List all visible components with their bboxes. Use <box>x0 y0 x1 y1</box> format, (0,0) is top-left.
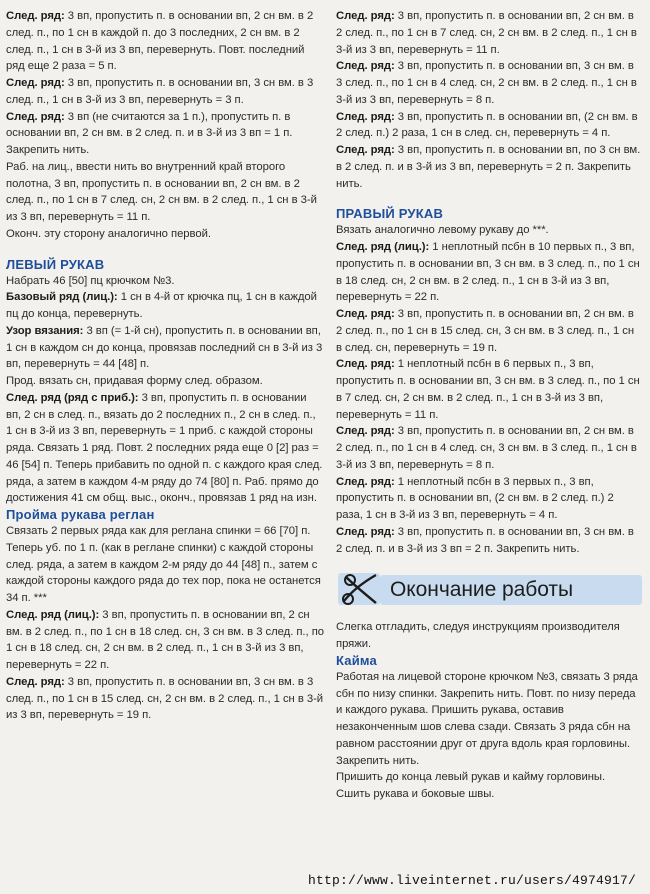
paragraph: Оконч. эту сторону аналогично первой. <box>6 227 211 240</box>
row-label: Узор вязания: <box>6 324 84 337</box>
section-heading-raglan: Пройма рукава реглан <box>6 507 155 522</box>
paragraph <box>336 423 642 473</box>
paragraph <box>6 8 324 75</box>
paragraph: Слегка отгладить, следуя инструкциям производителя пряжи. <box>336 621 620 650</box>
paragraph: Связать 2 первых ряда как для реглана спинки = 66 [70] п. <box>6 525 311 537</box>
paragraph <box>6 75 324 109</box>
row-text: 3 вп, пропустить п. в основании вп, 2 сн вм. в 2 след. п., по 1 сн в 15 след. сн, 3 сн вм. в 3 след. п., 1 сн в след. сн, перевернуть = 19 п. <box>336 308 635 354</box>
row-label: След. ряд: <box>6 675 65 688</box>
paragraph <box>6 607 324 674</box>
row-text: 3 вп (не считаются за 1 п.), пропустить п. в основании вп, 2 сн вм. в 2 след. п. и в 3-й из 3 вп = 1 п. Закрепить нить. <box>6 110 293 156</box>
row-text: 3 вп, пропустить п. в основании вп, 2 сн вм. в 2 след. п., по 1 сн в каждой п. до 3 последних, 2 сн вм. в 2 след. п., 1 сн в 3-й из 3 вп, перевернуть. Повт. последний ряд еще 2 раза = 5 п. <box>6 10 314 73</box>
paragraph <box>336 8 642 58</box>
paragraph <box>6 323 324 373</box>
left-column <box>6 8 324 724</box>
watermark-url: http://www.liveinternet.ru/users/4974917/ <box>307 873 636 888</box>
paragraph: Работая на лицевой стороне крючком №3, связать 3 ряда сбн по низу спинки. Закрепить нить. Повт. по низу переда и каждого рукава. Пришить рукава, оставив незаконченным шов слева сзади. Связать 3 ряда сбн на равном расстоянии друг от друга вдоль края горловины. Закрепить нить. <box>336 670 638 767</box>
row-text: 3 вп, пропустить п. в основании вп, 3 сн вм. в 3 след. п., по 1 сн в 15 след. сн, 2 сн вм. в 2 след. п., 1 сн в 3-й из 3 вп, перевернуть = 19 п. <box>6 675 324 722</box>
row-label: След. ряд: <box>336 110 395 123</box>
row-label: Базовый ряд (лиц.): <box>6 291 118 304</box>
row-label: След. ряд: <box>336 308 395 320</box>
row-label: След. ряд (лиц.): <box>6 608 100 621</box>
row-label: След. ряд: <box>336 10 395 22</box>
paragraph <box>336 142 642 192</box>
row-label: След. ряд: <box>336 475 395 488</box>
right-column <box>336 8 642 803</box>
paragraph <box>336 474 642 524</box>
row-label: След. ряд: <box>6 77 65 89</box>
paragraph <box>336 524 642 558</box>
paragraph <box>6 109 324 159</box>
paragraph <box>336 306 642 356</box>
row-label: След. ряд (ряд с приб.): <box>6 391 139 404</box>
paragraph <box>336 239 642 306</box>
section-heading-edging: Кайма <box>336 652 377 668</box>
banner-title: Окончание работы <box>390 578 574 602</box>
scissors-icon <box>336 569 382 609</box>
paragraph: Раб. на лиц., ввести нить во внутренний край второго полотна, 3 вп, пропустить п. в основании вп, 2 сн вм. в 2 след. п., по 1 сн в 7 след. сн, 2 сн вм. в 2 след. п., 1 сн в 3-й из 3 вп, перевернуть = 11 п. <box>6 160 317 223</box>
row-text: 3 вп, пропустить п. в основании вп, 2 сн в след. п., вязать до 2 последних п., 2 сн в след. п., 1 сн в 3-й из 3 вп, перевернуть = 1 приб. с каждой стороны ряда. Связать 1 ряд. Повт. 2 последних ряда еще 0 [2] раз = 46 [54] п. Теперь прибавить по одной п. с каждого края след. ряда, а затем в каждом 4-м ряду до 74 [80] п. Раб. прямо до достижения 41 см общ. выс., оконч., провязав 1 ряд на изн. <box>6 391 323 505</box>
row-text: 1 неплотный псбн в 6 первых п., 3 вп, пропустить п. в основании вп, 3 сн вм. в 3 след. п., по 1 сн в 7 след. сн, 2 сн вм. в 2 след. п., 1 сн в 3-й из 3 вп, перевернуть = 11 п. <box>336 358 640 421</box>
row-text: 3 вп, пропустить п. в основании вп, по 3 сн вм. в 2 след. п. и в 3-й из 3 вп, перевернуть = 2 п. Закрепить нить. <box>336 144 641 190</box>
finishing-banner <box>336 569 642 609</box>
row-label: След. ряд: <box>336 144 395 156</box>
row-text: 3 вп, пропустить п. в основании вп, 2 сн вм. в 2 след. п., по 1 сн в 18 след. сн, 3 сн вм. в 3 след. п., по 1 сн в 18 след. сн, 2 сн вм. в 2 след. п., 1 сн в 3-й из 3 вп, перевернуть = 22 п. <box>6 608 324 671</box>
row-label: След. ряд (лиц.): <box>336 241 430 253</box>
paragraph <box>336 58 642 108</box>
row-text: 3 вп, пропустить п. в основании вп, 2 сн вм. в 2 след. п., по 1 сн в 4 след. сн, 3 сн вм. в 3 след. п., 1 сн в 3-й из 3 вп, перевернуть = 8 п. <box>336 425 637 471</box>
paragraph: Набрать 46 [50] пц крючком №3. <box>6 274 175 287</box>
paragraph: Вязать аналогично левому рукаву до ***. <box>336 224 549 237</box>
row-text: 1 неплотный псбн в 10 первых п., 3 вп, пропустить п. в основании вп, 3 сн вм. в 3 след. п., по 1 сн в 18 след. сн, 2 сн вм. в 2 след. п., 1 сн в 3-й из 3 вп, перевернуть = 22 п. <box>336 241 640 304</box>
paragraph <box>6 390 324 507</box>
paragraph: Пришить до конца левый рукав и кайму горловины. Сшить рукава и боковые швы. <box>336 771 606 800</box>
paragraph <box>6 289 324 323</box>
row-label: След. ряд: <box>336 425 395 438</box>
row-text: 3 вп, пропустить п. в основании вп, (2 сн вм. в 2 след. п.) 2 раза, 1 сн в след. сн, перевернуть = 4 п. <box>336 110 638 140</box>
row-label: След. ряд: <box>336 358 395 371</box>
paragraph <box>336 109 642 143</box>
row-text: 3 вп, пропустить п. в основании вп, 2 сн вм. в 2 след. п., по 1 сн в 7 след. сн, 2 сн вм. в 2 след. п., 1 сн в 3-й из 3 вп, перевернуть = 11 п. <box>336 10 637 56</box>
row-text: 1 неплотный псбн в 3 первых п., 3 вп, пропустить п. в основании вп, (2 сн вм. в 2 след. п.) 2 раза, 1 сн в 3-й из 3 вп, перевернуть = 4 п. <box>336 475 614 521</box>
row-text: 3 вп, пропустить п. в основании вп, 3 сн вм. в 3 след. п., 1 сн в 3-й из 3 вп, перевернуть = 3 п. <box>6 77 314 106</box>
row-text: 3 вп (= 1-й сн), пропустить п. в основании вп, 1 сн в каждом сн до конца, провязав последний сн в 3-й из 3 вп, перевернуть = 44 [48] п. <box>6 324 323 371</box>
row-text: 3 вп, пропустить п. в основании вп, 3 сн вм. в 2 след. п. и в 3-й из 3 вп = 2 п. Закрепить нить. <box>336 525 634 555</box>
row-text: 1 сн в 4-й от крючка пц, 1 сн в каждой пц до конца, перевернуть. <box>6 291 317 320</box>
paragraph: Прод. вязать сн, придавая форму след. образом. <box>6 375 263 387</box>
section-heading-right-sleeve: ПРАВЫЙ РУКАВ <box>336 206 444 222</box>
row-label: След. ряд: <box>336 525 395 538</box>
paragraph: Теперь уб. по 1 п. (как в реглане спинки) с каждой стороны след. ряда, а затем в каждом 2-м ряду до 44 [48] п., затем с каждой стороны каждого ряда до тех пор, пока не останется 34 п. *** <box>6 541 321 604</box>
section-heading-left-sleeve: ЛЕВЫЙ РУКАВ <box>6 256 105 272</box>
row-text: 3 вп, пропустить п. в основании вп, 3 сн вм. в 3 след. п., по 1 сн в 4 след. сн, 2 сн вм. в 2 след. п., 1 сн в 3-й из 3 вп, перевернуть = 8 п. <box>336 60 637 106</box>
row-label: След. ряд: <box>336 60 395 73</box>
paragraph <box>6 674 324 724</box>
row-label: След. ряд: <box>6 110 65 123</box>
paragraph <box>336 356 642 423</box>
row-label: След. ряд: <box>6 10 65 22</box>
